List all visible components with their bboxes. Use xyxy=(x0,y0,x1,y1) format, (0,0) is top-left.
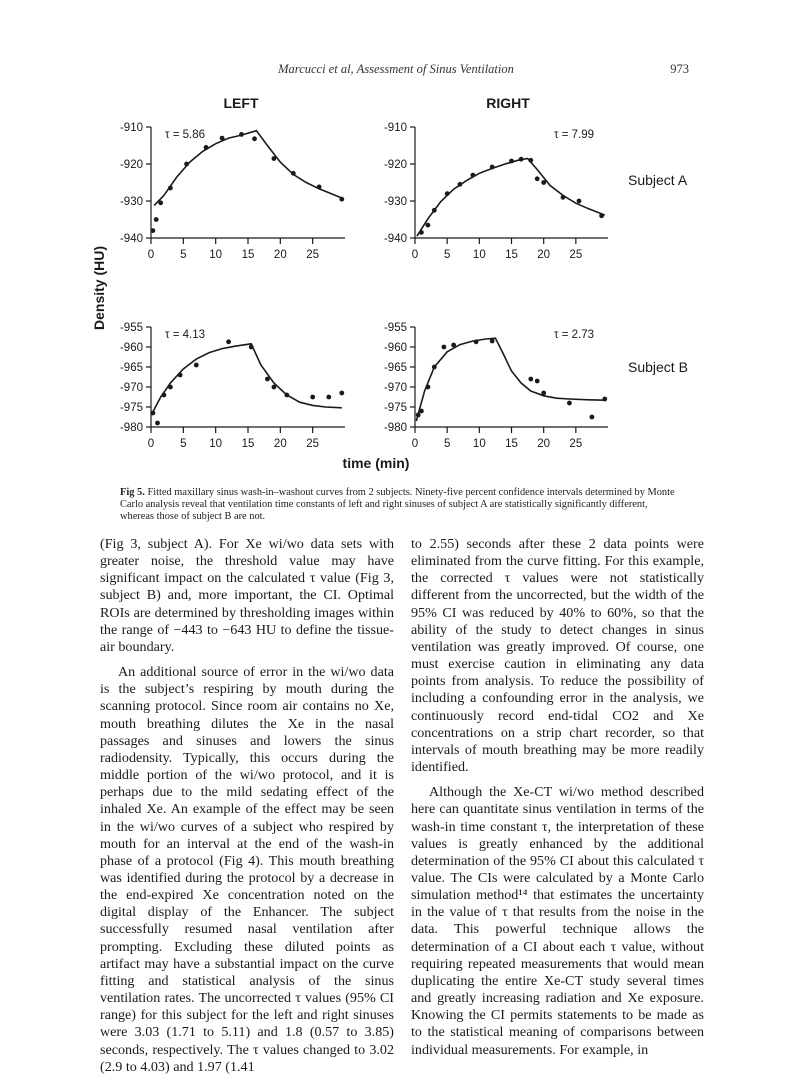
x-tick-label: 25 xyxy=(569,249,583,261)
data-point xyxy=(416,413,421,418)
data-point xyxy=(541,180,546,185)
y-tick-label: -980 xyxy=(119,422,143,434)
x-axis-label: time (min) xyxy=(342,455,410,471)
data-point xyxy=(226,339,231,344)
x-tick-label: 25 xyxy=(306,438,320,450)
y-tick-label: -910 xyxy=(383,122,407,134)
data-point xyxy=(239,132,244,137)
x-tick-label: 20 xyxy=(537,249,551,261)
data-point xyxy=(590,415,595,420)
caption-label: Fig 5. xyxy=(120,487,145,498)
x-tick-label: 0 xyxy=(147,438,155,450)
data-point xyxy=(151,228,156,233)
data-point xyxy=(490,339,495,344)
x-tick-label: 10 xyxy=(209,438,223,450)
x-tick-label: 5 xyxy=(443,438,451,450)
y-tick-label: -975 xyxy=(119,402,143,414)
data-point xyxy=(168,385,173,390)
data-point xyxy=(519,157,524,162)
data-point xyxy=(432,365,437,370)
y-tick-label: -930 xyxy=(119,196,143,208)
row-label-subject-b: Subject B xyxy=(628,359,688,375)
data-point xyxy=(155,421,160,426)
data-point xyxy=(471,173,476,178)
column-title-right: RIGHT xyxy=(486,95,530,111)
data-point xyxy=(168,186,173,191)
page-header xyxy=(0,62,792,82)
column-title-left: LEFT xyxy=(223,95,259,111)
data-point xyxy=(326,395,331,400)
data-point xyxy=(541,391,546,396)
tau-label: τ = 4.13 xyxy=(165,329,206,341)
data-point xyxy=(426,385,431,390)
data-point xyxy=(284,393,289,398)
x-tick-label: 15 xyxy=(505,438,518,450)
data-point xyxy=(442,345,447,350)
data-point xyxy=(451,343,456,348)
y-tick-label: -970 xyxy=(119,382,143,394)
data-point xyxy=(194,363,199,368)
y-tick-label: -960 xyxy=(119,342,143,354)
x-tick-label: 0 xyxy=(411,438,419,450)
body-column-right xyxy=(411,536,704,1059)
paragraph: Although the Xe-CT wi/wo method described here can quantitate sinus ventilation in terms of the wash-in time constant τ, the interpretation of these values is greatly enhanced by the additional determination of the 95% CI about this calculated τ value. The CIs were calculated by a Monte Carlo simulation method¹⁴ that estimates the uncertainty in the value of τ that results from the noise in the data. This powerful technique allows the determination of a CI about each τ value, without requiring repeated measurements that would mean duplicating the entire Xe-CT study several times and greatly increasing radiation and Xe exposure. Knowing the CI permits statements to be made as to the statistical meaning of comparisons between individual measurements. For example, in xyxy=(411,784,704,1058)
data-point xyxy=(561,195,566,200)
x-tick-label: 5 xyxy=(180,438,187,450)
data-point xyxy=(178,373,183,378)
x-tick-label: 20 xyxy=(273,438,287,450)
page-number: 973 xyxy=(670,62,689,76)
data-point xyxy=(426,223,431,228)
x-tick-label: 5 xyxy=(443,249,451,261)
data-point xyxy=(528,158,533,163)
x-tick-label: 5 xyxy=(180,249,187,261)
y-tick-label: -965 xyxy=(119,362,143,374)
y-tick-label: -960 xyxy=(383,342,407,354)
data-point xyxy=(151,411,156,416)
y-axis-label: Density (HU) xyxy=(91,245,107,331)
row-label-subject-a: Subject A xyxy=(628,172,688,188)
data-point xyxy=(528,377,533,382)
panel-2 xyxy=(384,122,608,261)
y-tick-label: -955 xyxy=(383,322,407,334)
x-tick-label: 25 xyxy=(569,438,583,450)
y-tick-label: -930 xyxy=(383,196,407,208)
figure-5 xyxy=(0,90,792,482)
y-tick-label: -940 xyxy=(119,233,143,245)
data-point xyxy=(419,230,424,235)
fit-curve xyxy=(154,131,342,206)
data-point xyxy=(474,339,479,344)
running-title: Marcucci et al, Assessment of Sinus Ventilation xyxy=(278,62,514,76)
data-point xyxy=(184,162,189,167)
data-point xyxy=(291,171,296,176)
data-point xyxy=(577,199,582,204)
data-point xyxy=(272,385,277,390)
data-point xyxy=(419,409,424,414)
y-tick-label: -980 xyxy=(383,422,407,434)
fit-curve xyxy=(416,338,605,421)
tau-label: τ = 5.86 xyxy=(165,129,206,141)
x-tick-label: 10 xyxy=(472,438,486,450)
data-point xyxy=(458,182,463,187)
x-tick-label: 15 xyxy=(241,438,255,450)
x-tick-label: 15 xyxy=(505,249,518,261)
data-point xyxy=(567,401,572,406)
panel-3 xyxy=(120,322,345,450)
x-tick-label: 0 xyxy=(411,249,419,261)
data-point xyxy=(310,395,315,400)
figure-caption xyxy=(120,487,680,524)
paragraph: An additional source of error in the wi/wo data is the subject’s respiring by mouth during the scanning protocol. Since room air contains no Xe, mouth breathing dilutes the Xe in the nasal passages and sinuses and lowers the sinus radiodensity. Typically, this occurs during the middle portion of the wi/wo protocol, and it is perhaps due to the mild sedating effect of the inhaled Xe. An example of the effect may be seen in the wi/wo curves of a subject who respired by mouth for an interval at the end of the wash-in phase of a protocol (Fig 4). This mouth breathing was identified during the protocol by a decrease in the end-expired Xe concentration noted on the digital display of the Enhancer. The subject successfully resumed nasal ventilation after prompting. Excluding these diluted points as artifact may have a substantial impact on the curve fitting and statistical analysis of the sinus ventilation rates. The uncorrected τ values (95% CI range) for this subject for the left and right sinuses were 3.03 (1.71 to 5.11) and 1.8 (0.57 to 3.85) seconds, respectively. The τ values changed to 3.02 (2.9 to 4.03) and 1.97 (1.41 xyxy=(100,664,394,1075)
data-point xyxy=(162,393,167,398)
y-tick-label: -970 xyxy=(383,382,407,394)
y-tick-label: -975 xyxy=(383,402,407,414)
y-tick-label: -920 xyxy=(119,159,143,171)
x-tick-label: 10 xyxy=(472,249,486,261)
panel-1 xyxy=(120,122,345,261)
data-point xyxy=(445,191,450,196)
x-tick-label: 20 xyxy=(273,249,287,261)
x-tick-label: 15 xyxy=(241,249,255,261)
data-point xyxy=(599,213,604,218)
y-tick-label: -910 xyxy=(119,122,143,134)
data-point xyxy=(204,145,209,150)
data-point xyxy=(535,379,540,384)
data-point xyxy=(158,200,163,205)
data-point xyxy=(490,165,495,170)
paragraph: (Fig 3, subject A). For Xe wi/wo data sets with greater noise, the threshold value may have significant impact on the calculated τ value (Fig 3, subject B) and, more important, the CI. Optimal ROIs are determined by thresholding images within the range of −443 to −643 HU to define the tissue-air boundary. xyxy=(100,536,394,655)
y-tick-label: -965 xyxy=(383,362,407,374)
data-point xyxy=(535,176,540,181)
data-point xyxy=(509,159,514,164)
data-point xyxy=(252,136,257,141)
plot-panels xyxy=(120,122,608,450)
caption-text: Fitted maxillary sinus wash-in–washout curves from 2 subjects. Ninety-five percent confidence intervals determined by Monte Carlo analysis reveal that ventilation time constants of left and right sinuses of subject A are statistically significantly different, whereas those of subject B are not. xyxy=(120,487,675,523)
y-tick-label: -955 xyxy=(119,322,143,334)
data-point xyxy=(154,217,159,222)
x-tick-label: 20 xyxy=(537,438,551,450)
panel-4 xyxy=(384,322,608,450)
x-tick-label: 0 xyxy=(147,249,155,261)
tau-label: τ = 7.99 xyxy=(553,129,594,141)
tau-label: τ = 2.73 xyxy=(553,329,594,341)
data-point xyxy=(339,197,344,202)
data-point xyxy=(432,208,437,213)
data-point xyxy=(272,156,277,161)
y-tick-label: -920 xyxy=(383,159,407,171)
x-tick-label: 25 xyxy=(306,249,320,261)
fit-curve xyxy=(152,344,341,413)
y-tick-label: -940 xyxy=(383,233,407,245)
data-point xyxy=(265,377,270,382)
data-point xyxy=(317,185,322,190)
data-point xyxy=(220,136,225,141)
x-tick-label: 10 xyxy=(209,249,223,261)
fit-curve xyxy=(417,159,605,237)
data-point xyxy=(249,345,254,350)
paragraph: to 2.55) seconds after these 2 data points were eliminated from the curve fitting. For this example, the corrected τ values were not statistically different from the uncorrected, but the width of the 95% CI was reduced by 40% to 60%, so that the ability of the study to detect changes in sinus ventilation was greatly improved. Of course, one must exercise caution in eliminating any data points from analysis. To reduce the possibility of including a confounding error in the analysis, we continuously record end-tidal CO2 and Xe concentrations on a strip chart recorder, so that intervals of mouth breathing may be more readily identified. xyxy=(411,536,704,776)
data-point xyxy=(339,391,344,396)
body-column-left xyxy=(100,536,394,1076)
data-point xyxy=(602,397,607,402)
